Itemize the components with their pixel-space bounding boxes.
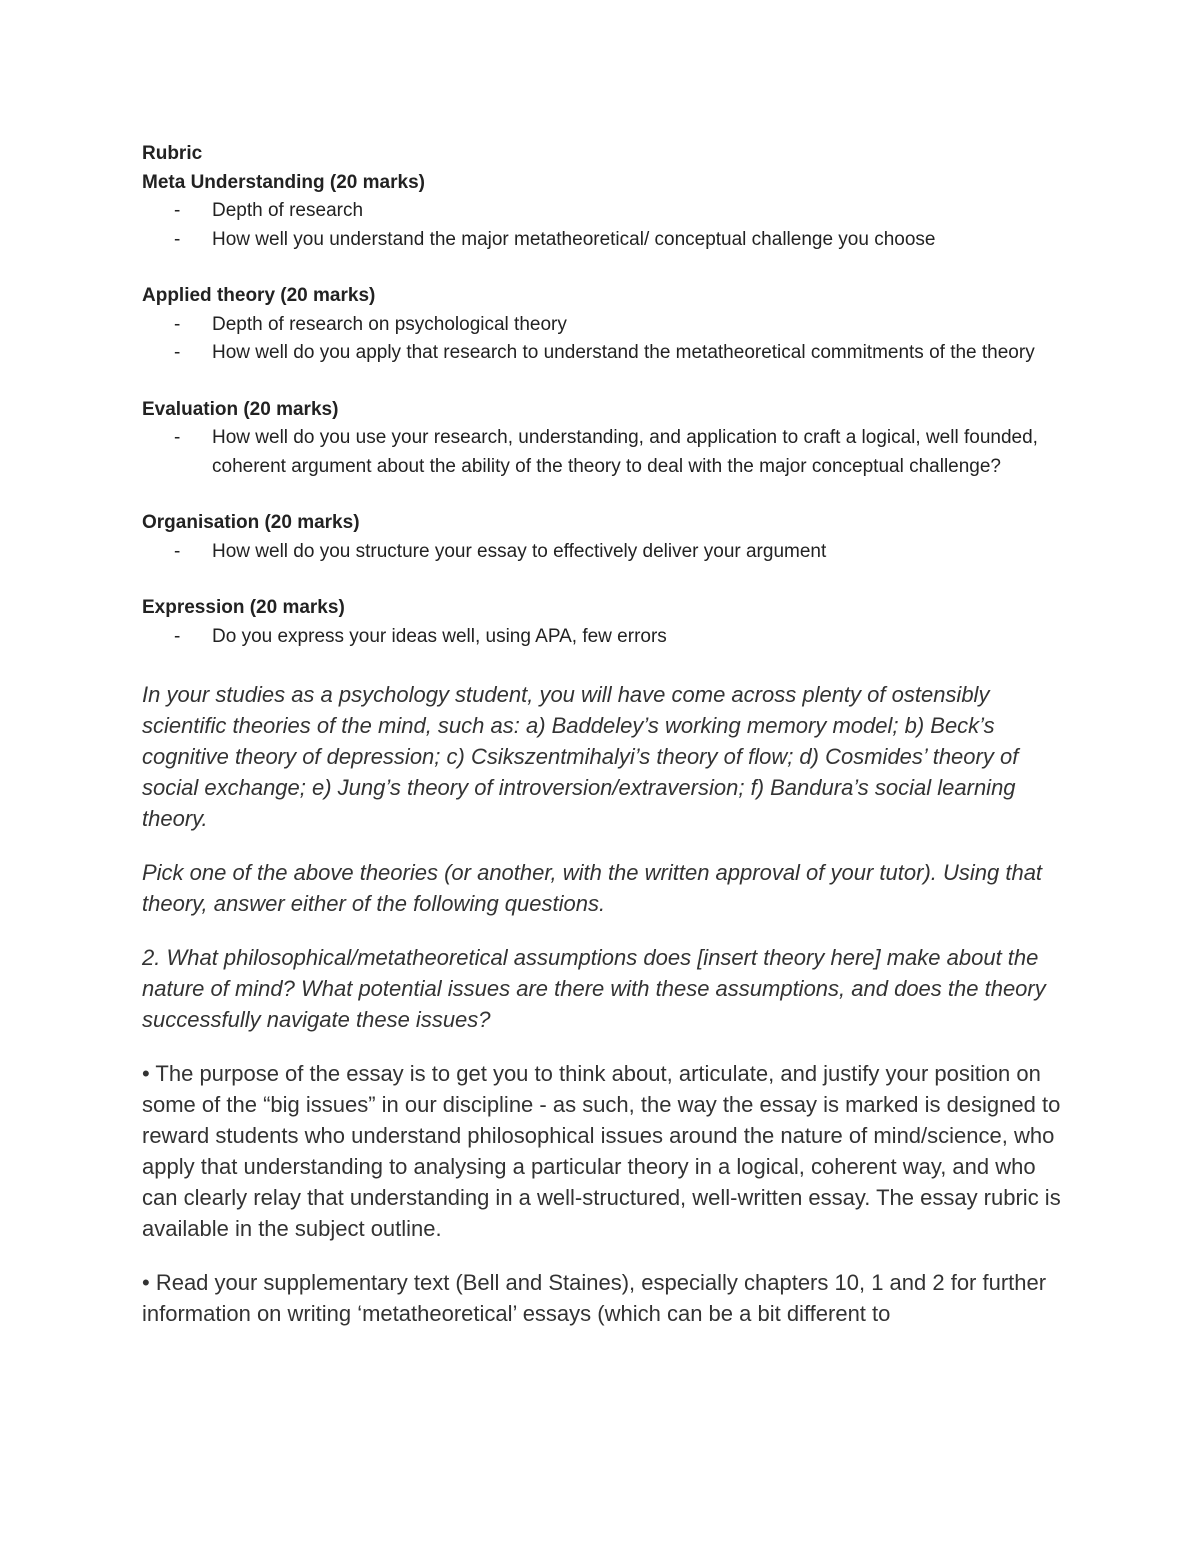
criteria-list xyxy=(142,623,1072,652)
note-paragraph: • Read your supplementary text (Bell and Staines), especially chapters 10, 1 and 2 for further information on writing ‘metatheoretical’ essays (which can be a bit different to xyxy=(142,1270,1047,1326)
rubric-section-organisation xyxy=(142,509,1072,566)
rubric-section-evaluation xyxy=(142,396,1072,482)
prompt-instruction: Pick one of the above theories (or another, with the written approval of your tutor). Using that theory, answer either of the following questions. xyxy=(142,860,1043,916)
criteria-text: How well do you use your research, understanding, and application to craft a logical, well founded, coherent argument about the ability of the theory to deal with the major conceptual challenge? xyxy=(212,427,1038,477)
section-heading: Meta Understanding (20 marks) xyxy=(142,171,425,193)
criteria-list xyxy=(142,424,1072,481)
criteria-list xyxy=(142,311,1072,368)
criteria-item xyxy=(142,538,1072,567)
criteria-item xyxy=(142,339,1072,368)
essay-question: 2. What philosophical/metatheoretical assumptions does [insert theory here] make about the nature of mind? What potential issues are there with these assumptions, and does the theory successfully navigate these issues? xyxy=(142,945,1046,1032)
criteria-item xyxy=(142,623,1072,652)
criteria-item xyxy=(142,197,1072,226)
rubric-title: Rubric xyxy=(142,143,203,164)
criteria-text: Do you express your ideas well, using APA, few errors xyxy=(212,625,667,647)
criteria-text: How well do you apply that research to understand the metatheoretical commitments of the theory xyxy=(212,342,1035,363)
criteria-list xyxy=(142,538,1072,567)
criteria-list xyxy=(142,197,1072,254)
dash-bullet: - xyxy=(174,228,181,250)
section-heading: Evaluation (20 marks) xyxy=(142,398,339,420)
rubric-section-meta-understanding xyxy=(142,169,1072,255)
prompt-intro: In your studies as a psychology student, you will have come across plenty of ostensibly scientific theories of the mind, such as: a) Baddeley’s working memory model; b) Beck’s cognitive theory of depression; c) Csikszentmihalyi’s theory of flow; d) Cosmides’ theory of social exchange; e) Jung’s theory of introversion/extraversion; f) Bandura’s social learning theory. xyxy=(142,682,1019,831)
dash-bullet: - xyxy=(174,342,181,363)
note-paragraph: • The purpose of the essay is to get you to think about, articulate, and justify your position on some of the “big issues” in our discipline - as such, the way the essay is marked is designed to reward students who understand philosophical issues around the nature of mind/science, who apply that understanding to analysing a particular theory in a logical, coherent way, and who can clearly relay that understanding in a well-structured, well-written essay. The essay rubric is available in the subject outline. xyxy=(142,1061,1061,1241)
section-heading: Organisation (20 marks) xyxy=(142,512,360,533)
document-content xyxy=(142,140,1072,1352)
rubric-section-expression xyxy=(142,594,1072,651)
dash-bullet: - xyxy=(174,200,181,221)
dash-bullet: - xyxy=(174,625,181,647)
section-heading: Applied theory (20 marks) xyxy=(142,285,376,306)
criteria-item xyxy=(142,311,1072,340)
criteria-text: How well you understand the major metatheoretical/ conceptual challenge you choose xyxy=(212,228,936,250)
criteria-item xyxy=(142,226,1072,255)
section-heading: Expression (20 marks) xyxy=(142,597,345,618)
criteria-item xyxy=(142,424,1072,481)
dash-bullet: - xyxy=(174,427,181,448)
rubric-section-applied-theory xyxy=(142,282,1072,368)
criteria-text: Depth of research xyxy=(212,200,364,221)
dash-bullet: - xyxy=(174,540,181,562)
criteria-text: Depth of research on psychological theory xyxy=(212,313,567,335)
dash-bullet: - xyxy=(174,313,181,335)
criteria-text: How well do you structure your essay to effectively deliver your argument xyxy=(212,540,827,562)
